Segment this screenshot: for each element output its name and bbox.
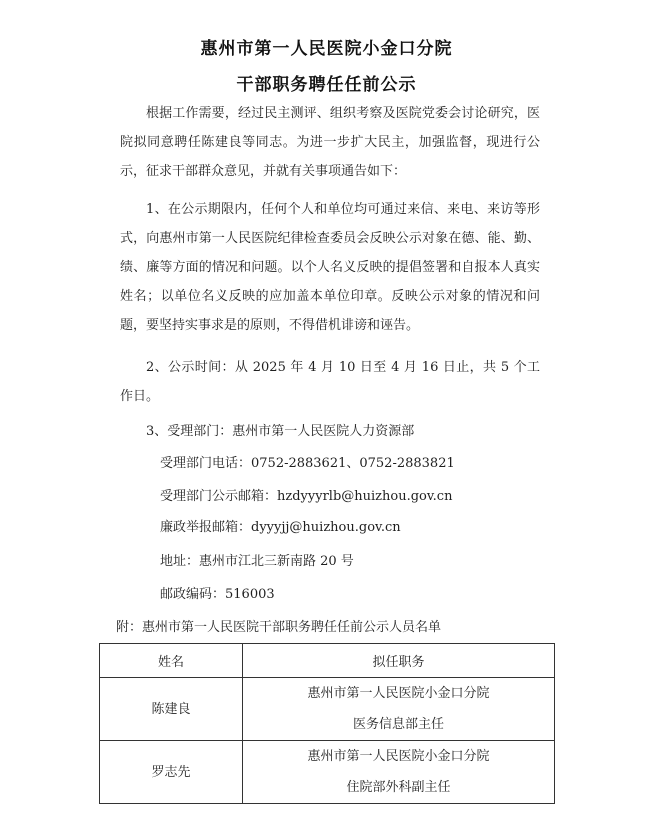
- header-name: 姓名: [100, 644, 243, 678]
- contact-postcode: 邮政编码：516003: [160, 587, 275, 602]
- item-3-department: 3、受理部门：惠州市第一人民医院人力资源部: [146, 424, 415, 439]
- position-unit: 惠州市第一人民医院小金口分院: [307, 686, 490, 701]
- document-subtitle: 干部职务聘任任前公示: [236, 75, 417, 95]
- position-title: 医务信息部主任: [352, 717, 444, 732]
- position-unit: 惠州市第一人民医院小金口分院: [307, 749, 490, 764]
- appendix-title: 附：惠州市第一人民医院干部职务聘任任前公示人员名单: [116, 620, 442, 635]
- staff-table: [99, 643, 555, 804]
- table-row: [100, 678, 555, 741]
- contact-phone: 受理部门电话：0752-2883621、0752-2883821: [160, 456, 455, 471]
- staff-name: 罗志先: [100, 741, 243, 804]
- intro-paragraph: 根据工作需要，经过民主测评、组织考察及医院党委会讨论研究，医院拟同意聘任陈建良等同志。为进一步扩大民主，加强监督，现进行公示，征求干部群众意见，并就有关事项通告如下：: [120, 106, 540, 179]
- table-header-row: [100, 644, 555, 678]
- item-2-paragraph: 2、公示时间：从 2025 年 4 月 10 日至 4 月 16 日止，共 5 个工作日。: [120, 360, 540, 404]
- staff-name: 陈建良: [100, 678, 243, 741]
- contact-address: 地址：惠州市江北三新南路 20 号: [160, 554, 354, 569]
- report-email: 廉政举报邮箱：dyyyjj@huizhou.gov.cn: [160, 520, 401, 535]
- position-title: 住院部外科副主任: [346, 780, 451, 795]
- staff-position: [243, 678, 555, 741]
- staff-position: [243, 741, 555, 804]
- header-position: 拟任职务: [243, 644, 555, 678]
- document-title: 惠州市第一人民医院小金口分院: [200, 39, 453, 59]
- table-row: [100, 741, 555, 804]
- item-1-paragraph: 1、在公示期限内，任何个人和单位均可通过来信、来电、来访等形式，向惠州市第一人民医院纪律检查委员会反映公示对象在德、能、勤、绩、廉等方面的情况和问题。以个人名义反映的提倡签署和自报本人真实姓名；以单位名义反映的应加盖本单位印章。反映公示对象的情况和问题，要坚持实事求是的原则，不得借机诽谤和诬告。: [120, 202, 540, 333]
- contact-email: 受理部门公示邮箱：hzdyyyrlb@huizhou.gov.cn: [160, 489, 453, 504]
